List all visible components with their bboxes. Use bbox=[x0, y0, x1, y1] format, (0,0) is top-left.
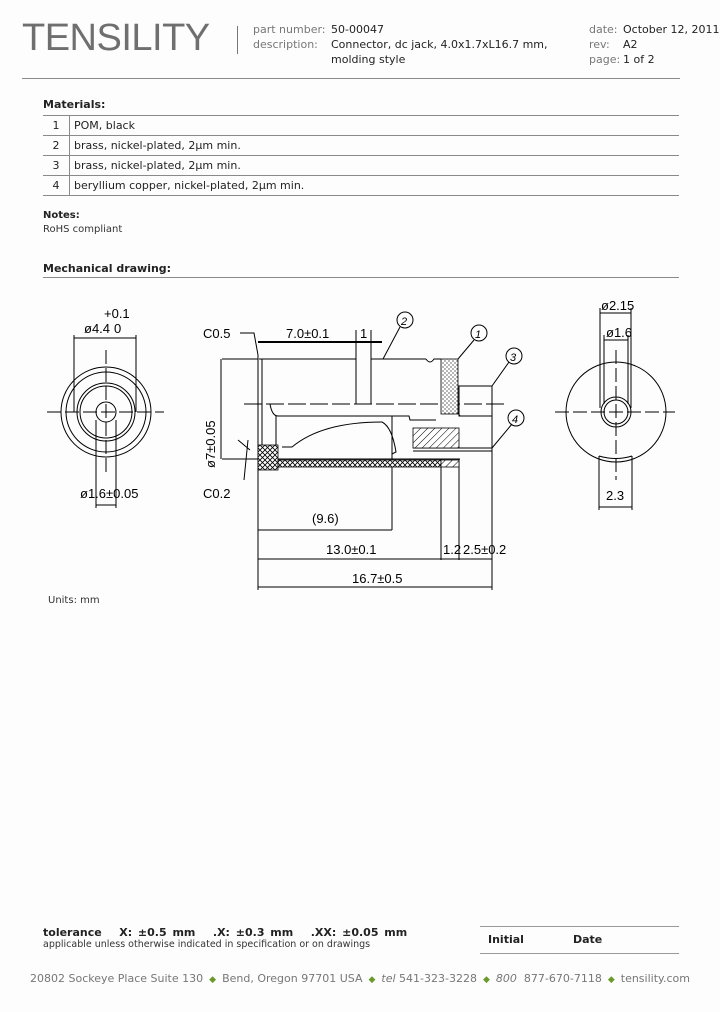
date-value: October 12, 2011 bbox=[623, 23, 720, 36]
dim-13: 13.0±0.1 bbox=[326, 542, 377, 557]
header-rule bbox=[22, 78, 680, 79]
signoff-initial: Initial bbox=[488, 933, 524, 946]
signoff-date: Date bbox=[573, 933, 603, 946]
material-number: 2 bbox=[43, 136, 70, 156]
front-view bbox=[47, 335, 164, 508]
footer-tollfree[interactable]: 877-670-7118 bbox=[523, 972, 602, 985]
dim-outer-tol-upper: +0.1 bbox=[104, 306, 130, 321]
footer-web-link[interactable]: tensility.com bbox=[620, 972, 690, 985]
bullet-icon: ◆ bbox=[482, 975, 490, 985]
material-number: 3 bbox=[43, 156, 70, 176]
dim-total: 16.7±0.5 bbox=[352, 571, 403, 586]
tolerance-dx: .X: ±0.3 mm bbox=[212, 926, 294, 939]
description-line1: Connector, dc jack, 4.0x1.7xL16.7 mm, bbox=[331, 38, 548, 51]
dim-1: 1 bbox=[360, 326, 368, 341]
callout-1: 1 bbox=[475, 329, 482, 341]
date-label: date: bbox=[589, 23, 618, 36]
dim-2-15: ø2.15 bbox=[601, 298, 635, 313]
dim-2-3: 2.3 bbox=[606, 488, 625, 503]
dim-2-5: 2.5±0.2 bbox=[463, 542, 507, 557]
drawing-rule bbox=[43, 277, 679, 278]
footer-address: 20802 Sockeye Place Suite 130 bbox=[30, 972, 204, 985]
tolerance-line bbox=[43, 926, 407, 939]
table-row bbox=[43, 156, 679, 176]
bullet-icon: ◆ bbox=[607, 975, 615, 985]
material-description: POM, black bbox=[70, 116, 680, 136]
table-row bbox=[43, 136, 679, 156]
table-row bbox=[43, 116, 679, 136]
table-row bbox=[43, 176, 679, 196]
material-description: beryllium copper, nickel-plated, 2µm min. bbox=[70, 176, 680, 196]
units-label: Units: mm bbox=[48, 595, 100, 606]
tel-label: tel bbox=[381, 972, 396, 985]
footer bbox=[0, 972, 720, 985]
material-description: brass, nickel-plated, 2µm min. bbox=[70, 156, 680, 176]
tolerance-dxx: .XX: ±0.05 mm bbox=[310, 926, 408, 939]
page-value: 1 of 2 bbox=[623, 53, 655, 66]
material-number: 4 bbox=[43, 176, 70, 196]
tolerance-x: X: ±0.5 mm bbox=[119, 926, 196, 939]
dim-9-6: (9.6) bbox=[312, 511, 339, 526]
footer-tel[interactable]: 541-323-3228 bbox=[399, 972, 477, 985]
tolerance-note: applicable unless otherwise indicated in specification or on drawings bbox=[43, 939, 371, 950]
tolerance-label: tolerance bbox=[43, 926, 102, 939]
rev-label: rev: bbox=[589, 38, 610, 51]
part-2-fill bbox=[413, 428, 459, 448]
rev-value: A2 bbox=[623, 38, 638, 51]
description-line2: molding style bbox=[331, 53, 406, 66]
signoff-table bbox=[480, 926, 679, 954]
dim-1-6: ø1.6 bbox=[606, 325, 633, 340]
dim-7: 7.0±0.1 bbox=[286, 326, 330, 341]
description-label: description: bbox=[253, 38, 318, 51]
mechanical-drawing-title: Mechanical drawing: bbox=[43, 262, 172, 275]
footer-city: Bend, Oregon 97701 USA bbox=[222, 972, 363, 985]
chamfer-bottom: C0.2 bbox=[203, 486, 231, 501]
bullet-icon: ◆ bbox=[368, 975, 376, 985]
logo-divider bbox=[237, 26, 238, 54]
insulator-fill-bottom bbox=[278, 460, 441, 467]
dim-1-2: 1.2 bbox=[443, 542, 462, 557]
dim-pin: ø1.6±0.05 bbox=[80, 486, 139, 501]
part-number-value: 50-00047 bbox=[331, 23, 384, 36]
callout-2: 2 bbox=[401, 316, 408, 328]
materials-table bbox=[43, 115, 679, 196]
insulator-fill-left bbox=[258, 445, 278, 470]
part-1-fill bbox=[441, 359, 458, 414]
callout-3: 3 bbox=[510, 352, 517, 364]
material-number: 1 bbox=[43, 116, 70, 136]
tollfree-label: 800 bbox=[495, 972, 517, 985]
material-description: brass, nickel-plated, 2µm min. bbox=[70, 136, 680, 156]
mechanical-drawing bbox=[0, 290, 720, 600]
notes-title: Notes: bbox=[43, 210, 80, 221]
callout-4: 4 bbox=[512, 414, 519, 426]
materials-title: Materials: bbox=[43, 98, 106, 111]
dim-outer: ø4.4 bbox=[84, 321, 111, 336]
part-number-label: part number: bbox=[253, 23, 326, 36]
company-logo: TENSILITY bbox=[22, 17, 210, 59]
page-label: page: bbox=[589, 53, 621, 66]
chamfer-top: C0.5 bbox=[203, 326, 231, 341]
notes-text: RoHS compliant bbox=[43, 224, 123, 235]
dim-height: ø7±0.05 bbox=[203, 420, 218, 468]
bullet-icon: ◆ bbox=[209, 975, 217, 985]
dim-outer-tol-lower: 0 bbox=[114, 321, 122, 336]
